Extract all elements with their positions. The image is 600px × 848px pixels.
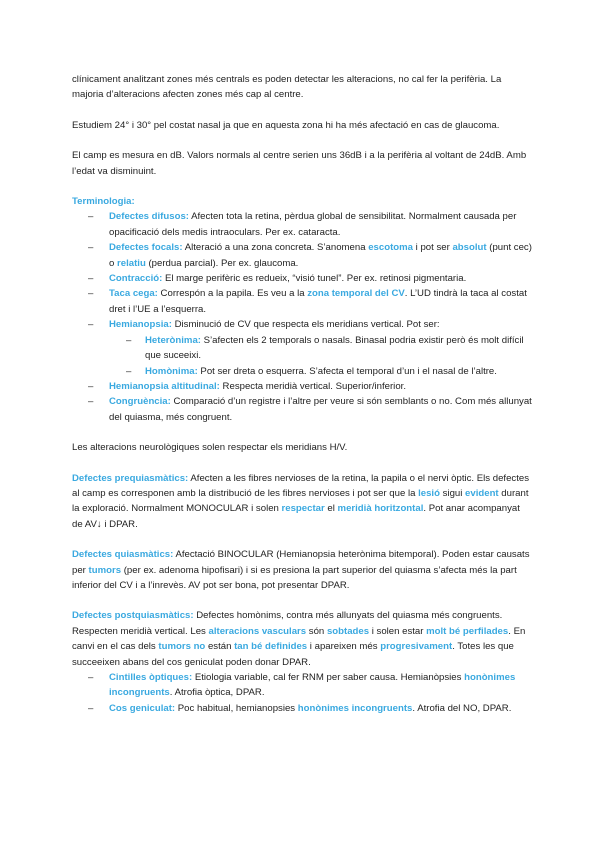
list-item-taca-cega: – Taca cega: Correspón a la papila. Es veu a la zona temporal del CV. L’UD tindrà la taca al costat dret i l’UE a l’esquerra.	[72, 286, 532, 317]
document-page	[72, 72, 532, 716]
list-item-cos-geniculat: – Cos geniculat: Poc habitual, hemianopsies honònimes incongruents. Atrofia del NO, DPAR.	[72, 701, 532, 716]
list-item-homonima: – Homònima: Pot ser dreta o esquerra. S’afecta el temporal d’un i el nasal de l’altre.	[109, 364, 532, 379]
list-item-heteronima: – Heterònima: S’afecten els 2 temporals o nasals. Binasal podria existir però és molt difícil que suceeixi.	[109, 333, 532, 364]
list-item-cintilles: – Cintilles òptiques: Etiologia variable, cal fer RNM per saber causa. Hemianòpsies honònimes incongruents. Atrofia òptica, DPAR.	[72, 670, 532, 701]
neuro-paragraph: Les alteracions neurològiques solen respectar els meridians H/V.	[72, 442, 348, 454]
postquiasmatic-list	[72, 670, 532, 716]
hemianopsia-sublist	[109, 333, 532, 379]
list-item-congruencia: – Congruència: Comparació d’un registre i l’altre per veure si són semblants o no. Com més allunyat del quiasma, més congruent.	[72, 394, 532, 425]
intro-paragraph: clínicament analitzant zones més centrals es poden detectar les alteracions, no cal fer la perifèria. La majoria d’alteracions afecten zones més cap al centre.	[72, 74, 502, 101]
prequiasmatic-paragraph: Defectes prequiasmàtics: Afecten a les fibres nervioses de la retina, la papila o el nervi òptic. Els defectes al camp es corresponen amb la distribució de les fibres nervioses i pot ser que la lesió sigui evident durant la exploració. Normalment MONOCULAR i solen respectar el meridià horitzontal. Pot anar acompanyat de AV↓ i DPAR.	[72, 472, 530, 530]
db-paragraph: El camp es mesura en dB. Valors normals al centre serien uns 36dB i a la perifèria al voltant de 24dB. Amb l’edat va disminuint.	[72, 150, 527, 177]
list-item-defectes-difusos: – Defectes difusos: Afecten tota la retina, pèrdua global de sensibilitat. Normalment causada per opacificació dels medis intraoculars. Per ex. cataracta.	[72, 209, 532, 240]
terminology-heading: Terminologia:	[72, 196, 135, 208]
study-paragraph: Estudiem 24° i 30° pel costat nasal ja que en aquesta zona hi ha més afectació en cas de glaucoma.	[72, 119, 500, 131]
list-item-hemianopsia-altitudinal: – Hemianopsia altitudinal: Respecta meridià vertical. Superior/inferior.	[72, 379, 532, 394]
list-item-contraccio: – Contracció: El marge perifèric es redueix, “visió tunel”. Per ex. retinosi pigmentaria.	[72, 271, 532, 286]
quiasmatic-paragraph: Defectes quiasmàtics: Afectació BINOCULAR (Hemianopsia heterònima bitemporal). Poden estar causats per tumors (per ex. adenoma hipofisari) i si es presiona la part superior del quiasma s’afecta més la part inferior del CV i a l’inrevès. AV pot ser bona, pot presentar DPAR.	[72, 549, 530, 591]
list-item-defectes-focals: – Defectes focals: Alteració a una zona concreta. S’anomena escotoma i pot ser absolut (punt cec) o relatiu (perdua parcial). Per ex. glaucoma.	[72, 240, 532, 271]
postquiasmatic-paragraph: Defectes postquiasmàtics: Defectes homònims, contra més allunyats del quiasma més congruents. Respecten meridià vertical. Les alteracions vasculars són sobtades i solen estar molt bé perfilades. En canvi en el cas dels tumors no están tan bé definides i apareixen més progresivament. Totes les que succeeixen abans del cos geniculat poden donar DPAR.	[72, 610, 526, 668]
list-item-hemianopsia: – Hemianopsia: Disminució de CV que respecta els meridians vertical. Pot ser: – Heterònima: S’afecten els 2 temporals o nasals. Binasal podria existir però és molt difícil que suceeixi. – Homònima: Pot ser dreta o esquerra. S’afecta el temporal d’un i el nasal de l’altre.	[72, 317, 532, 379]
terminology-list	[72, 209, 532, 425]
